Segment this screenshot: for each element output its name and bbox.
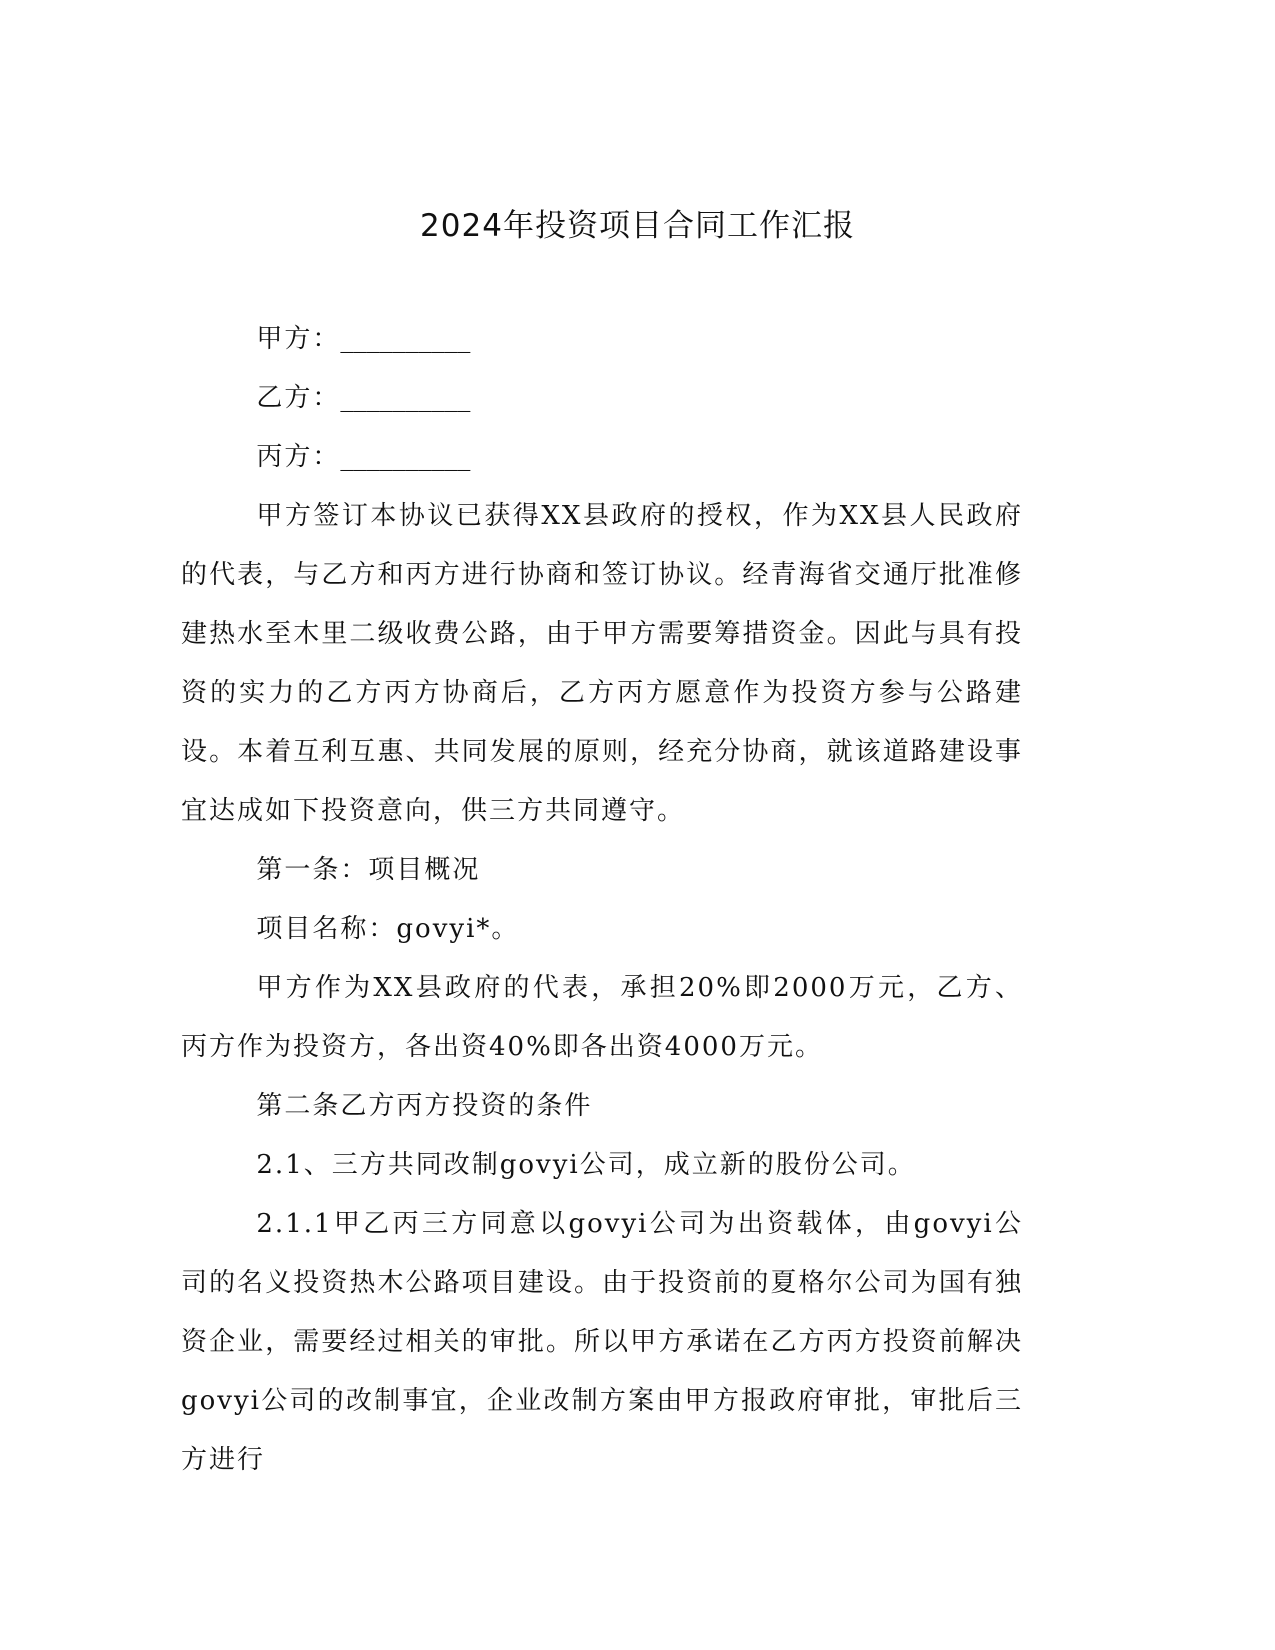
- party-c-line: [181, 428, 1023, 487]
- party-a-blank: __________: [340, 324, 471, 354]
- party-b-blank: __________: [340, 383, 471, 413]
- article-2-heading: 第二条乙方丙方投资的条件: [256, 1091, 593, 1121]
- investment-shares-paragraph: 甲方作为XX县政府的代表，承担20%即2000万元，乙方、丙方作为投资方，各出资40%即各出资4000万元。: [181, 973, 1023, 1062]
- party-c-label: 丙方：: [256, 442, 341, 472]
- document-title: 2024年投资项目合同工作汇报: [420, 208, 855, 244]
- party-c-blank: __________: [340, 442, 471, 472]
- party-a-label: 甲方：: [256, 324, 341, 354]
- article-1-heading: 第一条：项目概况: [256, 855, 481, 885]
- party-b-label: 乙方：: [256, 383, 341, 413]
- clause-2-1-1: 2.1.1甲乙丙三方同意以govyi公司为出资载体，由govyi公司的名义投资热木公路项目建设。由于投资前的夏格尔公司为国有独资企业，需要经过相关的审批。所以甲方承诺在乙方丙方投资前解决govyi公司的改制事宜，企业改制方案由甲方报政府审批，审批后三方进行: [181, 1209, 1023, 1475]
- project-name: 项目名称：govyi*。: [256, 914, 520, 944]
- clause-2-1: 2.1、三方共同改制govyi公司，成立新的股份公司。: [256, 1150, 916, 1180]
- document-body: [181, 310, 1023, 1490]
- party-b-line: [181, 369, 1023, 428]
- party-a-line: [181, 310, 1023, 369]
- intro-paragraph: 甲方签订本协议已获得XX县政府的授权，作为XX县人民政府的代表，与乙方和丙方进行协商和签订协议。经青海省交通厅批准修建热水至木里二级收费公路，由于甲方需要筹措资金。因此与具有投资的实力的乙方丙方协商后，乙方丙方愿意作为投资方参与公路建设。本着互利互惠、共同发展的原则，经充分协商，就该道路建设事宜达成如下投资意向，供三方共同遵守。: [181, 501, 1023, 826]
